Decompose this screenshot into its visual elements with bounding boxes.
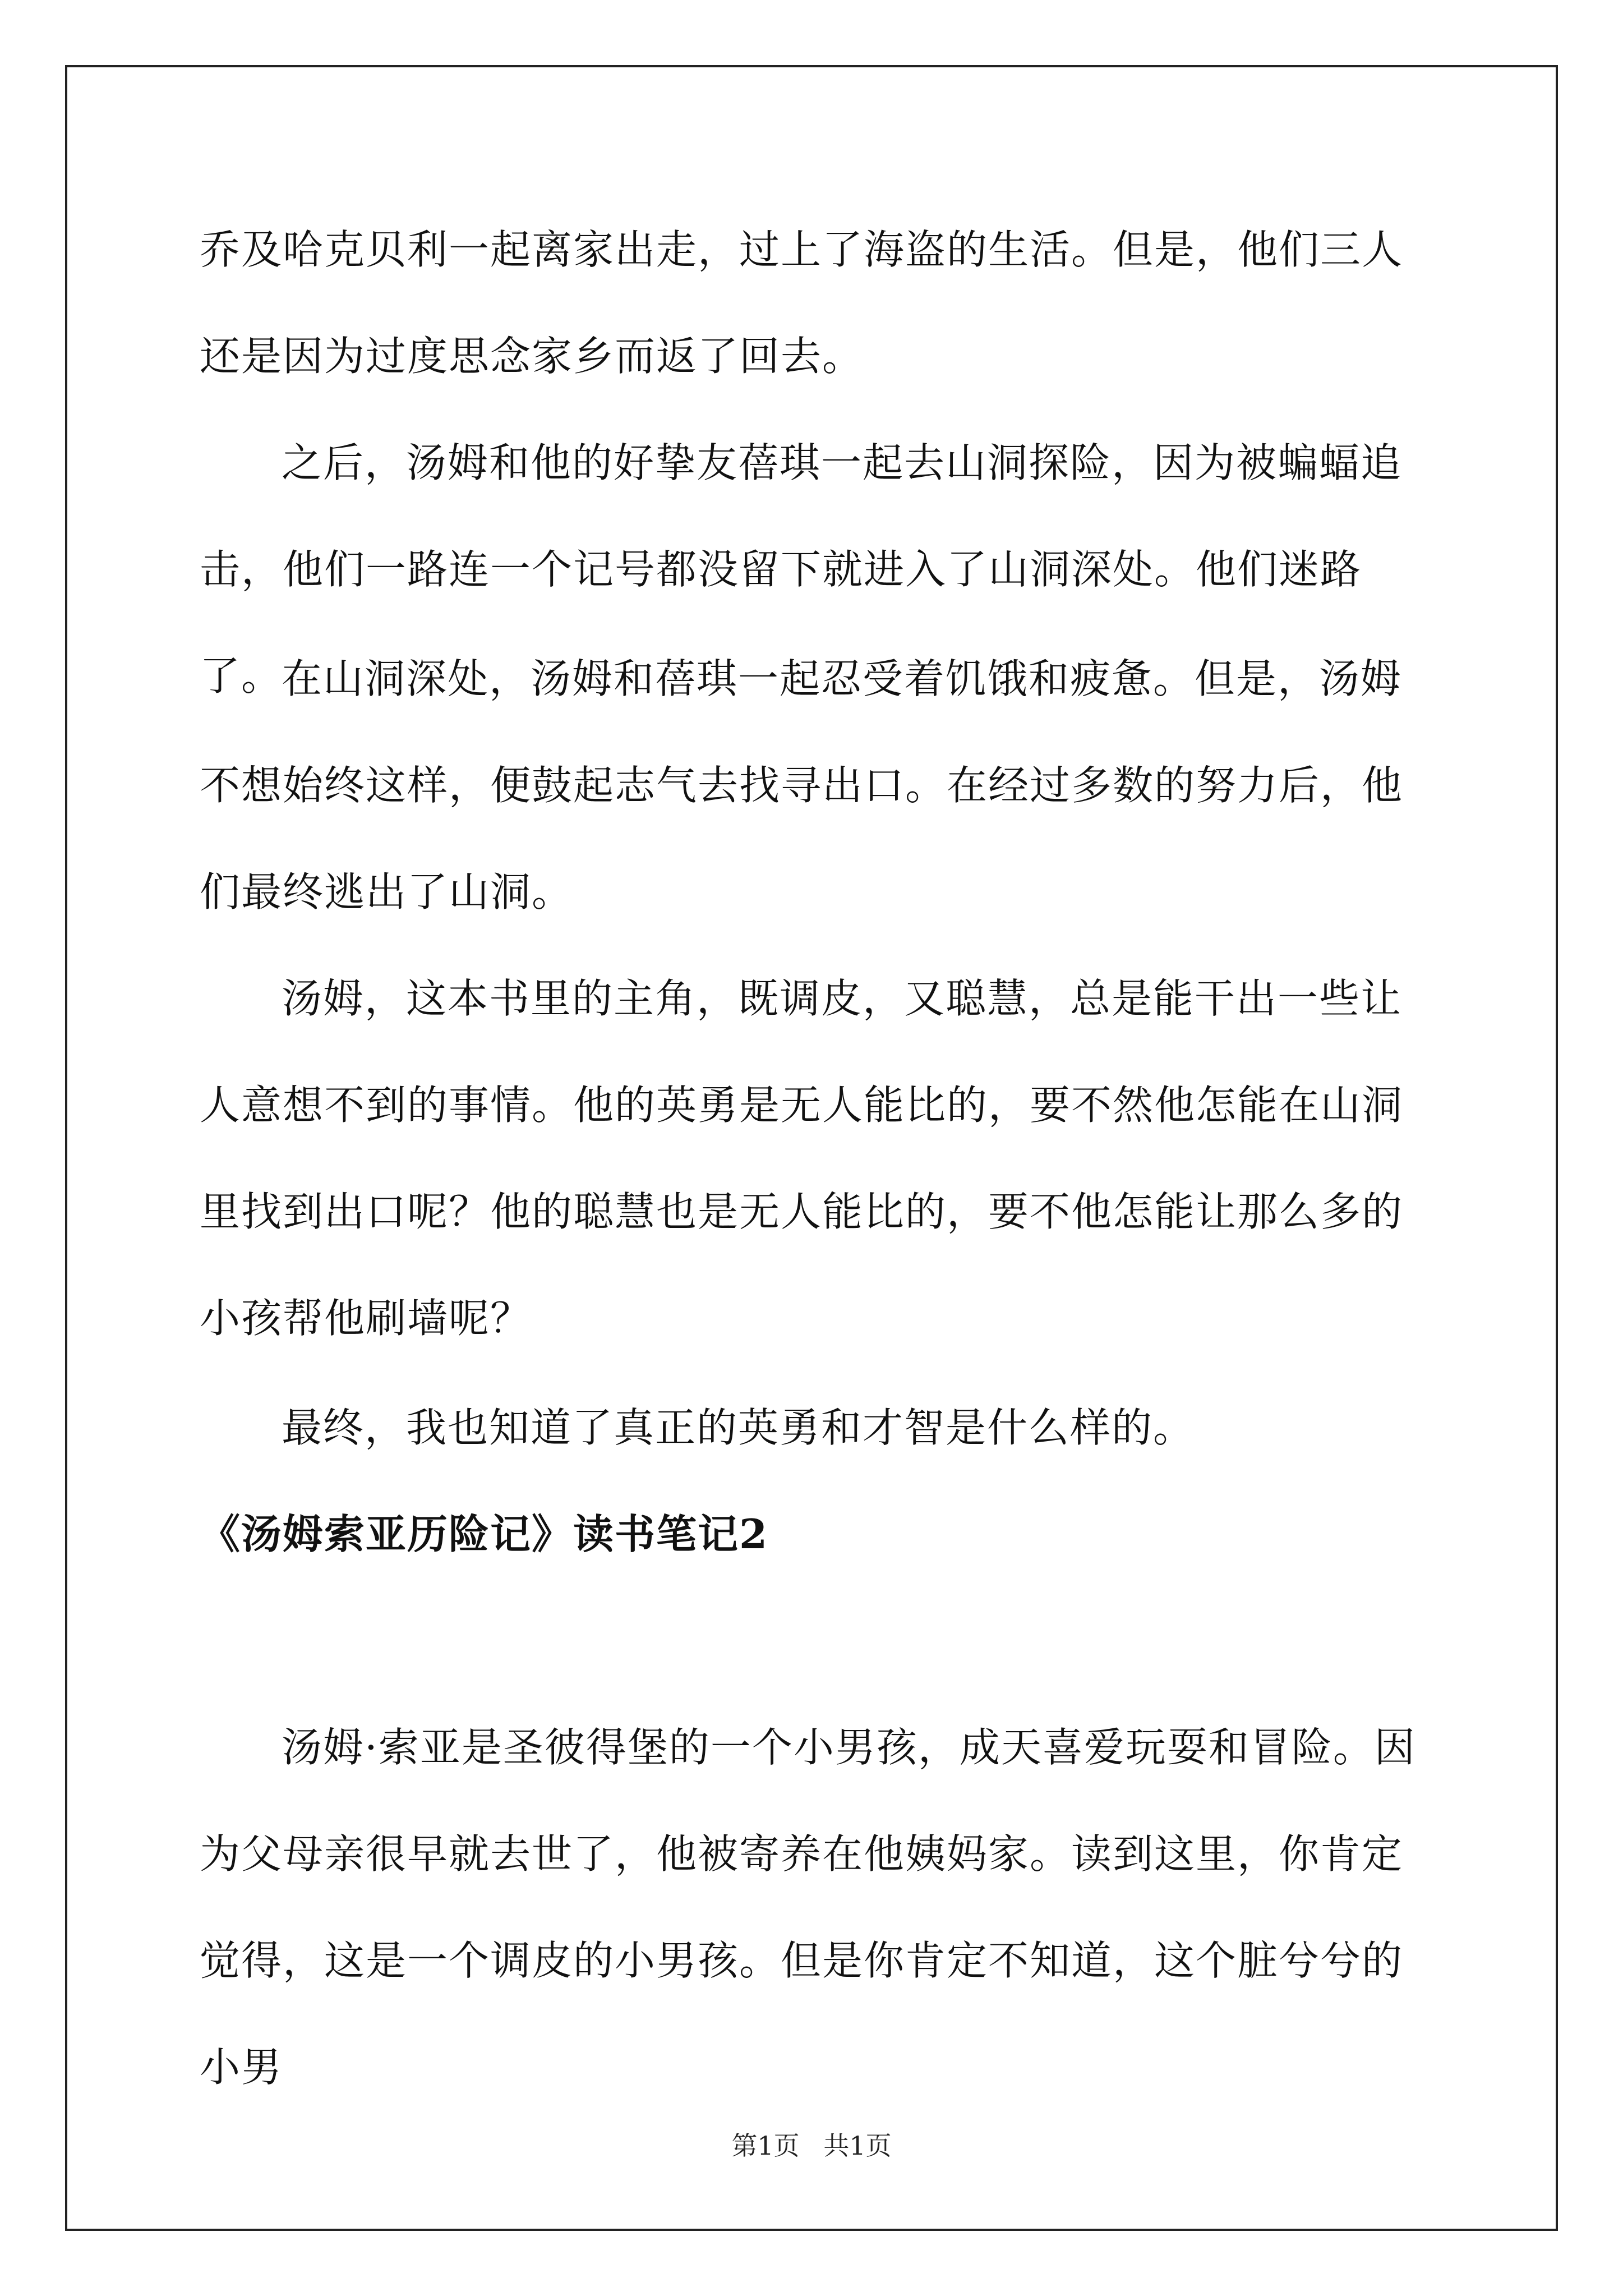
page-footer bbox=[0, 2129, 1623, 2162]
page-number: 第1页 bbox=[731, 2131, 800, 2161]
paragraph-5: 最终，我也知道了真正的英勇和才智是什么样的。 bbox=[282, 1404, 1195, 1451]
section-paragraph: 汤姆·索亚是圣彼得堡的一个小男孩，成天喜爱玩耍和冒险。因为父母亲很早就去世了，他被寄养在他姨妈家。读到这里，你肯定觉得，这是一个调皮的小男孩。但是你肯定不知道，这个脏兮兮的小男 bbox=[200, 1724, 1416, 2091]
page-total: 共1页 bbox=[823, 2131, 892, 2161]
paragraph-2: 之后，汤姆和他的好挚友蓓琪一起去山洞探险，因为被蝙蝠追击，他们一路连一个记号都没留下就进入了山洞深处。他们迷路了。 bbox=[200, 439, 1403, 700]
paragraph-1: 乔及哈克贝利一起离家出走，过上了海盗的生活。但是，他们三人还是因为过度思念家乡而返了回去。 bbox=[200, 226, 1404, 380]
paragraph-3: 在山洞深处，汤姆和蓓琪一起忍受着饥饿和疲惫。但是，汤姆不想始终这样，便鼓起志气去找寻出口。在经过多数的努力后，他们最终逃出了山洞。 bbox=[200, 655, 1404, 915]
paragraph-4: 汤姆，这本书里的主角，既调皮，又聪慧，总是能干出一些让人意想不到的事情。他的英勇是无人能比的，要不然他怎能在山洞里找到出口呢？他的聪慧也是无人能比的，要不他怎能让那么多的小孩帮他刷墙呢？ bbox=[200, 975, 1404, 1342]
section-title: 《汤姆索亚历险记》读书笔记2 bbox=[200, 1510, 769, 1558]
